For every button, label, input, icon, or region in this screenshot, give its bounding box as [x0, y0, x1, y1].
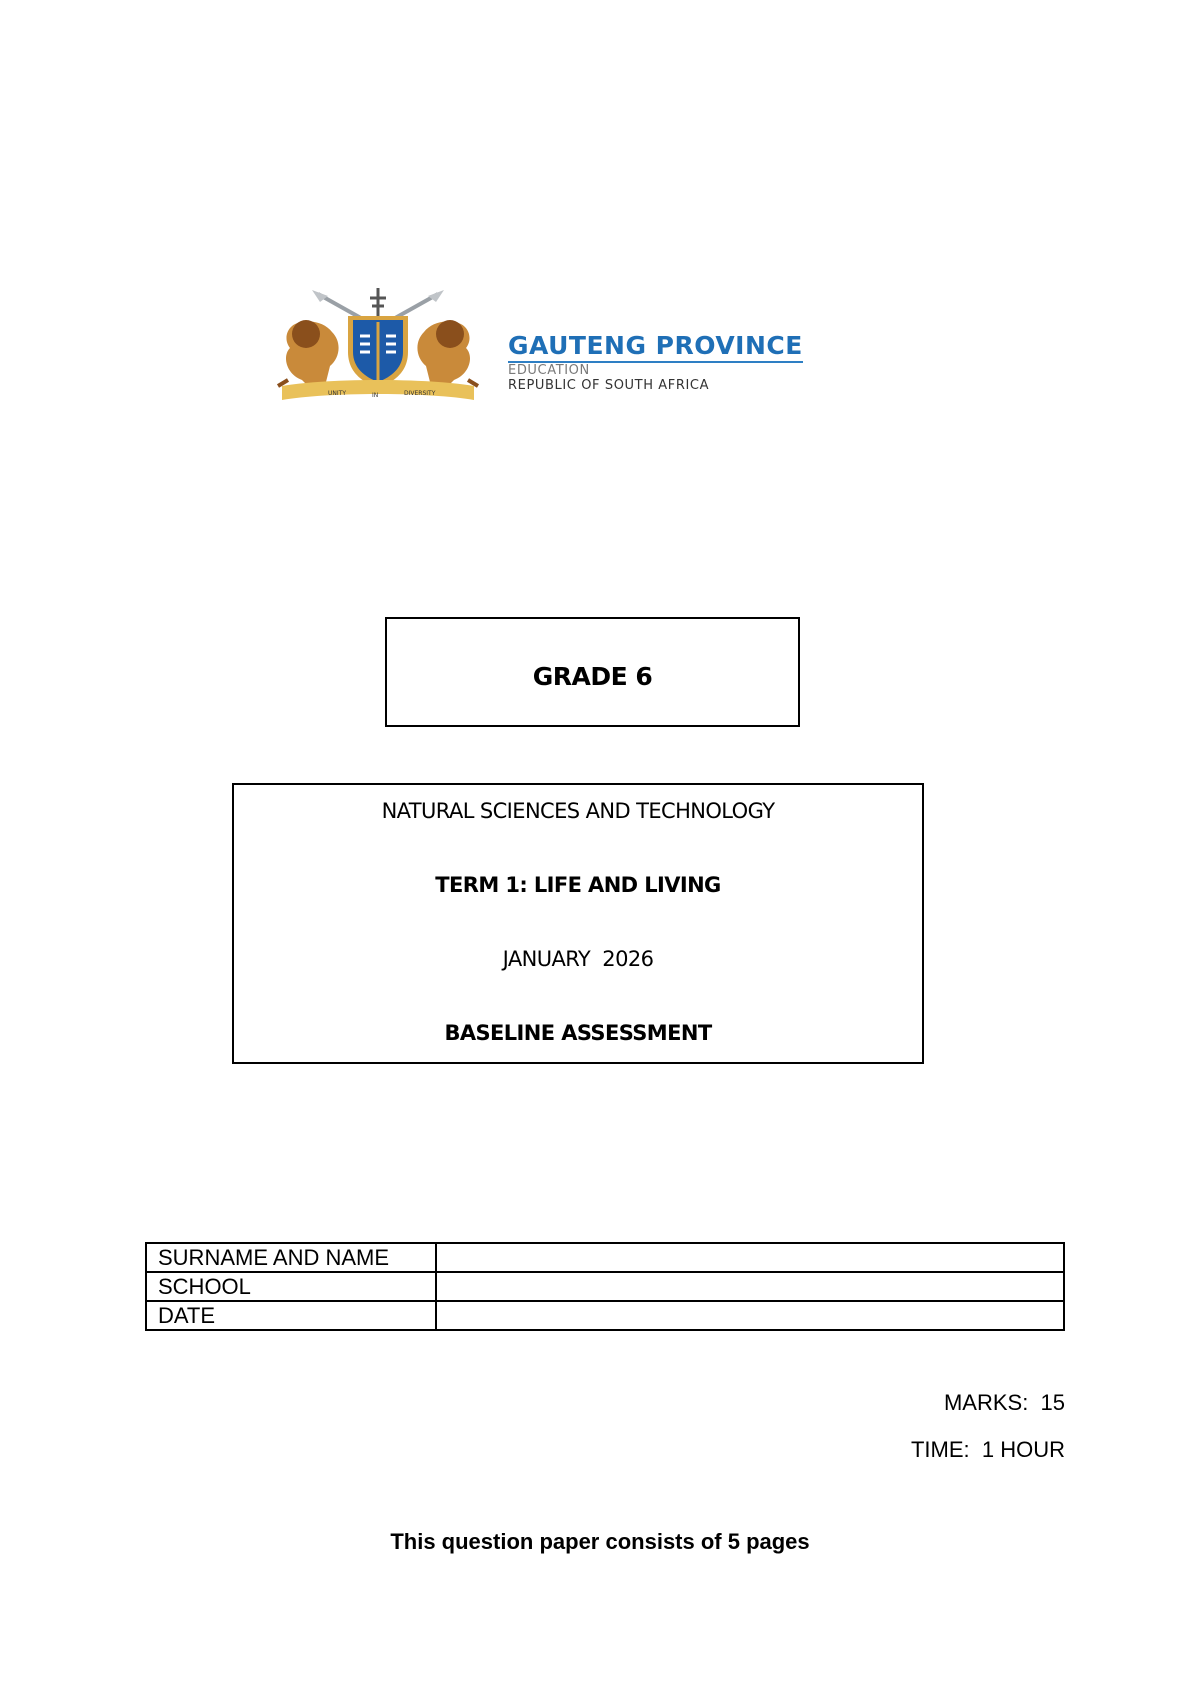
- logo-text: [508, 332, 888, 393]
- school-field[interactable]: [436, 1272, 1064, 1301]
- country-name: REPUBLIC OF SOUTH AFRICA: [508, 378, 710, 393]
- subject-title: NATURAL SCIENCES AND TECHNOLOGY: [381, 799, 775, 823]
- motto-in: IN: [372, 392, 379, 399]
- gauteng-logo: [268, 282, 888, 402]
- surname-name-field[interactable]: [436, 1243, 1064, 1272]
- marks-label: MARKS: 15: [943, 1390, 1065, 1415]
- coat-of-arms-icon: [268, 282, 488, 402]
- motto-diversity: DIVERSITY: [404, 390, 436, 397]
- row-label: DATE: [146, 1301, 436, 1330]
- term-title: TERM 1: LIFE AND LIVING: [435, 873, 721, 897]
- table-row: [146, 1301, 1064, 1330]
- province-name: GAUTENG PROVINCE: [508, 332, 803, 363]
- row-label: SURNAME AND NAME: [146, 1243, 436, 1272]
- assessment-date: JANUARY 2026: [502, 947, 654, 971]
- table-row: [146, 1272, 1064, 1301]
- grade-label: GRADE 6: [532, 661, 653, 691]
- assessment-type: BASELINE ASSESSMENT: [444, 1021, 712, 1045]
- department-name: EDUCATION: [508, 363, 590, 378]
- date-field[interactable]: [436, 1301, 1064, 1330]
- grade-box: [385, 617, 800, 727]
- motto-unity: UNITY: [328, 390, 346, 397]
- page-count-note: This question paper consists of 5 pages: [390, 1529, 810, 1554]
- row-label: SCHOOL: [146, 1272, 436, 1301]
- time-label: TIME: 1 HOUR: [910, 1437, 1065, 1462]
- learner-info-table: [145, 1242, 1065, 1331]
- subject-box: [232, 783, 924, 1064]
- table-row: [146, 1243, 1064, 1272]
